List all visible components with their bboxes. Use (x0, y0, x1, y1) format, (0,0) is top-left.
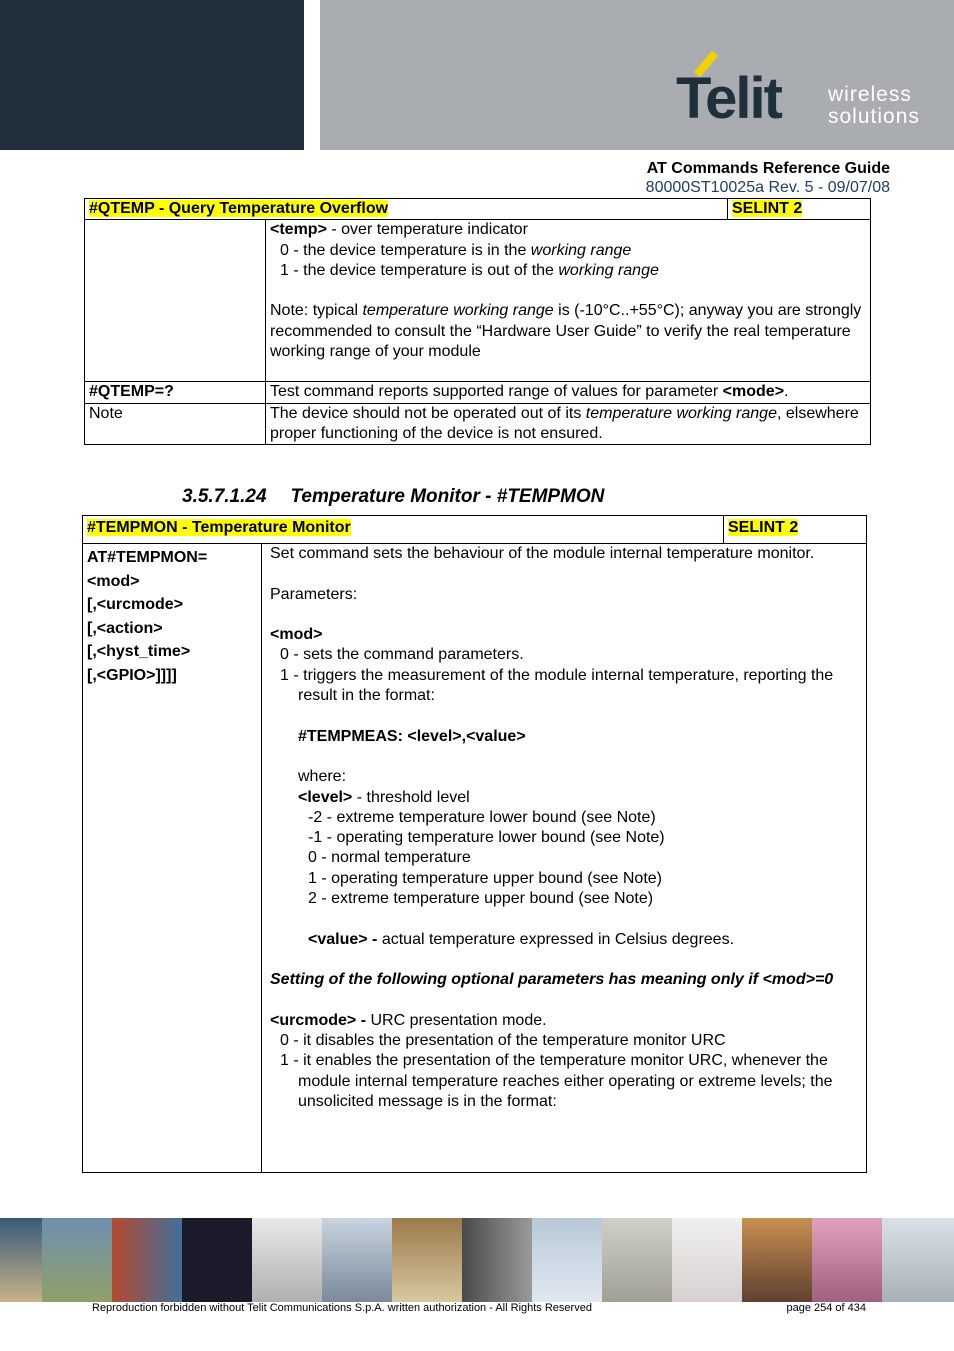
photo-wind-turbines-icon (532, 1218, 602, 1302)
telit-logo (676, 48, 936, 134)
table-row: Note The device should not be operated out of its temperature working range, elsewhere proper functioning of the device is not ensured. (85, 403, 871, 445)
photo-people-icon (742, 1218, 812, 1302)
copyright-notice: Reproduction forbidden without Telit Communications S.p.A. written authorization - All Rights Reserved (92, 1302, 592, 1314)
photo-phone-icon (42, 1218, 112, 1302)
doc-revision: 80000ST10025a Rev. 5 - 09/07/08 (645, 179, 890, 196)
page-number: page 254 of 434 (786, 1302, 866, 1314)
footer-image-strip (0, 1218, 954, 1302)
document-title (646, 159, 890, 197)
section-number: 3.5.7.1.24 (182, 486, 267, 507)
photo-train-icon (812, 1218, 882, 1302)
qtemp-table (84, 198, 871, 445)
tempmon-table (82, 515, 867, 1173)
test-command: #QTEMP=? (89, 383, 174, 401)
photo-cyclist-icon (322, 1218, 392, 1302)
page-footer (92, 1302, 866, 1314)
table-header-row (85, 199, 871, 220)
table-header-row (83, 516, 867, 544)
command-title: #TEMPMON - Temperature Monitor (87, 519, 351, 536)
param-description: <temp> - over temperature indicator 0 - the device temperature is in the working range 1 - the device temperature is out of the working range Note: typical temperature working range is (-10°C..+55°C); anyway you are strongly recommended to consult the “Hardware User Guide” to verify the real temperature working range of your module (266, 220, 871, 382)
photo-meter-icon (602, 1218, 672, 1302)
logo-wordmark: Telit (676, 66, 781, 131)
header-dark-panel (0, 0, 304, 150)
selint-badge: SELINT 2 (728, 519, 799, 536)
table-row (83, 544, 867, 1173)
photo-camera-icon (882, 1218, 954, 1302)
photo-card-icon (392, 1218, 462, 1302)
guide-title: AT Commands Reference Guide (646, 160, 890, 177)
command-syntax: AT#TEMPMON= <mod> [,<urcmode> [,<action> [,<hyst_time> [,<GPIO>]]]] (83, 544, 262, 1173)
section-title: Temperature Monitor - #TEMPMON (290, 486, 605, 507)
photo-display-icon (182, 1218, 252, 1302)
table-row: #QTEMP=? Test command reports supported range of values for parameter <mode>. (85, 382, 871, 403)
section-heading (182, 486, 604, 508)
command-title: #QTEMP - Query Temperature Overflow (89, 200, 389, 217)
selint-badge: SELINT 2 (732, 200, 803, 217)
logo-tagline: wireless solutions (828, 83, 920, 128)
photo-containers-icon (112, 1218, 182, 1302)
table-row (85, 220, 871, 382)
photo-vending-icon (462, 1218, 532, 1302)
photo-laser-icon (672, 1218, 742, 1302)
photo-keyboard-icon (252, 1218, 322, 1302)
note-label: Note (85, 403, 266, 445)
photo-road-icon (0, 1218, 42, 1302)
command-description: Set command sets the behaviour of the module internal temperature monitor. Parameters: <mod> 0 - sets the command parameters. 1 - triggers the measurement of the module internal temperature, reporting the result in the format: #TEMPMEAS: <level>,<value> where: <level> - threshold level -2 - extreme temperature lower bound (see Note) -1 - operating temperature lower bound (see Note) 0 - normal temperature 1 - operating temperature upper bound (see Note) 2 - extreme temperature upper bound (see Note) <value> - actual temperature expressed in Celsius degrees. Setting of the following optional parameters has meaning only if <mod>=0 <urcmode> - URC presentation mode. 0 - it disables the presentation of the temperature monitor URC 1 - it enables the presentation of the temperature monitor URC, whenever the module internal temperature reaches either operating or extreme levels; the unsolicited message is in the format: (262, 544, 867, 1173)
